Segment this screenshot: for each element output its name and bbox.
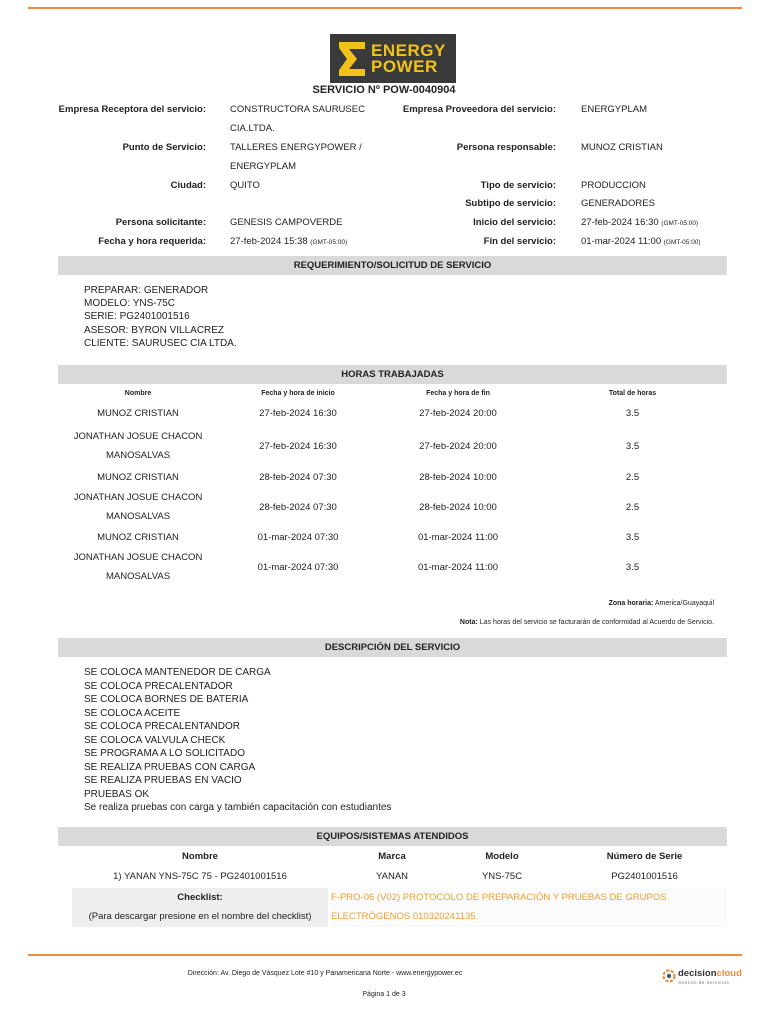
- logo-e-icon: [337, 40, 367, 78]
- service-number-title: SERVICIO Nº POW-0040904: [312, 84, 456, 96]
- tipo-label: Tipo de servicio:: [480, 180, 556, 191]
- hours-start: 27-feb-2024 16:30: [259, 407, 337, 419]
- hours-start: 01-mar-2024 07:30: [257, 531, 339, 543]
- checklist-download-link[interactable]: F-PRO-06 (V02) PROTOCOLO DE PREPARACIÓN Y PRUEBAS DE GRUPOS ELECTRÓGENOS 010320241135: [330, 888, 727, 927]
- description-line: PRUEBAS OK: [84, 788, 150, 800]
- subtipo-label: Subtipo de servicio:: [465, 198, 556, 209]
- solicitante-label: Persona solicitante:: [115, 217, 206, 228]
- table-row: [58, 467, 727, 487]
- hours-col-name: Nombre: [124, 389, 152, 397]
- hours-name: MUNOZ CRISTIAN: [97, 407, 179, 419]
- cloud-gear-icon: [662, 969, 676, 983]
- page-number: Página 1 de 3: [362, 991, 406, 998]
- top-divider: [28, 7, 742, 9]
- hours-name: JONATHAN JOSUE CHACON MANOSALVAS: [73, 492, 203, 522]
- requerida-label: Fecha y hora requerida:: [98, 236, 206, 247]
- hours-start: 28-feb-2024 07:30: [259, 501, 337, 513]
- bottom-divider: [28, 954, 742, 956]
- equip-col-name: Nombre: [182, 850, 218, 862]
- punto-label: Punto de Servicio:: [122, 142, 206, 153]
- hours-table: [58, 385, 727, 587]
- hours-col-start: Fecha y hora de inicio: [261, 389, 335, 397]
- requirement-section-header: REQUERIMIENTO/SOLICITUD DE SERVICIO: [58, 256, 727, 275]
- timezone-note: Zona horaria: America/Guayaquil: [608, 600, 714, 607]
- description-line: SE COLOCA VALVULA CHECK: [84, 734, 226, 746]
- footer-address: Dirección: Av. Diego de Vásquez Lote #10 y Panamericana Norte - www.energypower.ec: [187, 970, 463, 977]
- punto-value-1: TALLERES ENERGYPOWER /: [230, 142, 362, 153]
- description-line: SE COLOCA MANTENEDOR DE CARGA: [84, 667, 271, 678]
- hours-name: JONATHAN JOSUE CHACON MANOSALVAS: [73, 552, 203, 582]
- table-row: [58, 527, 727, 547]
- requerida-value: 27-feb-2024 15:38 (GMT-05:00): [230, 236, 348, 247]
- description-line: SE PROGRAMA A LO SOLICITADO: [84, 748, 245, 759]
- energy-power-logo: [330, 34, 456, 83]
- hours-section-header: HORAS TRABAJADAS: [58, 365, 727, 384]
- description-line: SE COLOCA ACEITE: [84, 707, 181, 719]
- hours-name: MUNOZ CRISTIAN: [97, 531, 179, 543]
- receptora-value-2: CIA.LTDA.: [230, 123, 275, 134]
- hours-col-end: Fecha y hora de fin: [426, 389, 490, 397]
- requirement-line: ASESOR: BYRON VILLACREZ: [84, 324, 225, 336]
- equip-model: YNS-75C: [481, 870, 523, 882]
- description-section-header: DESCRIPCIÓN DEL SERVICIO: [58, 638, 727, 657]
- hours-end: 01-mar-2024 11:00: [417, 531, 499, 543]
- hours-end: 28-feb-2024 10:00: [419, 501, 497, 513]
- ciudad-label: Ciudad:: [170, 180, 206, 191]
- checklist-label: Checklist: (Para descargar presione en el nombre del checklist): [72, 888, 328, 927]
- equip-col-model: Modelo: [485, 850, 519, 862]
- table-row: [58, 401, 727, 425]
- equip-serial: PG2401001516: [611, 870, 678, 882]
- hours-total: 3.5: [625, 440, 640, 452]
- inicio-label: Inicio del servicio:: [473, 217, 556, 228]
- equip-col-brand: Marca: [378, 850, 406, 862]
- hours-start: 01-mar-2024 07:30: [257, 561, 339, 573]
- hours-total: 2.5: [625, 501, 640, 513]
- requirement-line: MODELO: YNS-75C: [84, 298, 175, 310]
- decisioncloud-logo: decisioncloud Gestión de Servicios: [662, 967, 742, 987]
- hours-col-total: Total de horas: [608, 389, 657, 397]
- responsable-value: MUNOZ CRISTIAN: [581, 142, 663, 153]
- billing-note: Nota: Las horas del servicio se facturarán de conformidad al Acuerdo de Servicio.: [459, 619, 714, 626]
- equip-col-serial: Número de Serie: [606, 850, 683, 862]
- receptora-label: Empresa Receptora del servicio:: [58, 104, 206, 115]
- equip-name: 1) YANAN YNS-75C 75 - PG2401001516: [113, 870, 287, 882]
- description-text: [84, 666, 391, 815]
- proveedora-label: Empresa Proveedora del servicio:: [402, 104, 556, 115]
- table-row: [58, 547, 727, 587]
- ciudad-value: QUITO: [230, 180, 260, 191]
- description-line: SE REALIZA PRUEBAS EN VACIO: [84, 775, 242, 786]
- punto-value-2: ENERGYPLAM: [230, 161, 296, 172]
- fin-value: 01-mar-2024 11:00 (GMT-05:00): [581, 236, 701, 247]
- table-row: [58, 487, 727, 527]
- hours-end: 01-mar-2024 11:00: [417, 561, 499, 573]
- description-line: SE COLOCA PRECALENTANDOR: [84, 721, 240, 732]
- receptora-value-1: CONSTRUCTORA SAURUSEC: [230, 104, 365, 115]
- equip-brand: YANAN: [375, 870, 409, 882]
- hours-name: JONATHAN JOSUE CHACON MANOSALVAS: [73, 431, 203, 461]
- requirement-line: CLIENTE: SAURUSEC CIA LTDA.: [84, 337, 237, 349]
- requirement-text: [84, 284, 237, 350]
- description-line: SE REALIZA PRUEBAS CON CARGA: [84, 761, 256, 773]
- responsable-label: Persona responsable:: [456, 142, 556, 153]
- hours-end: 28-feb-2024 10:00: [419, 471, 497, 483]
- hours-start: 27-feb-2024 16:30: [259, 440, 337, 452]
- description-line: SE COLOCA PRECALENTADOR: [84, 680, 233, 692]
- subtipo-value: GENERADORES: [581, 198, 655, 209]
- hours-end: 27-feb-2024 20:00: [419, 440, 497, 452]
- table-row: [58, 425, 727, 467]
- hours-name: MUNOZ CRISTIAN: [97, 471, 179, 483]
- hours-total: 2.5: [625, 471, 640, 483]
- requirement-line: SERIE: PG2401001516: [84, 311, 190, 323]
- hours-total: 3.5: [625, 531, 640, 543]
- hours-end: 27-feb-2024 20:00: [419, 407, 497, 419]
- hours-start: 28-feb-2024 07:30: [259, 471, 337, 483]
- tipo-value: PRODUCCION: [581, 180, 646, 191]
- hours-total: 3.5: [625, 561, 640, 573]
- description-line: SE COLOCA BORNES DE BATERIA: [84, 694, 249, 705]
- logo-wordmark: ENERGY POWER: [371, 40, 446, 76]
- description-line: Se realiza pruebas con carga y también capacitación con estudiantes: [84, 802, 392, 813]
- table-row: [58, 866, 727, 886]
- fin-label: Fin del servicio:: [483, 236, 556, 247]
- requirement-line: PREPARAR: GENERADOR: [84, 285, 209, 296]
- hours-total: 3.5: [625, 407, 640, 419]
- proveedora-value: ENERGYPLAM: [581, 104, 647, 115]
- equipment-section-header: EQUIPOS/SISTEMAS ATENDIDOS: [58, 827, 727, 846]
- equipment-table: [58, 846, 727, 886]
- solicitante-value: GENESIS CAMPOVERDE: [230, 217, 343, 228]
- inicio-value: 27-feb-2024 16:30 (GMT-05:00): [581, 217, 699, 228]
